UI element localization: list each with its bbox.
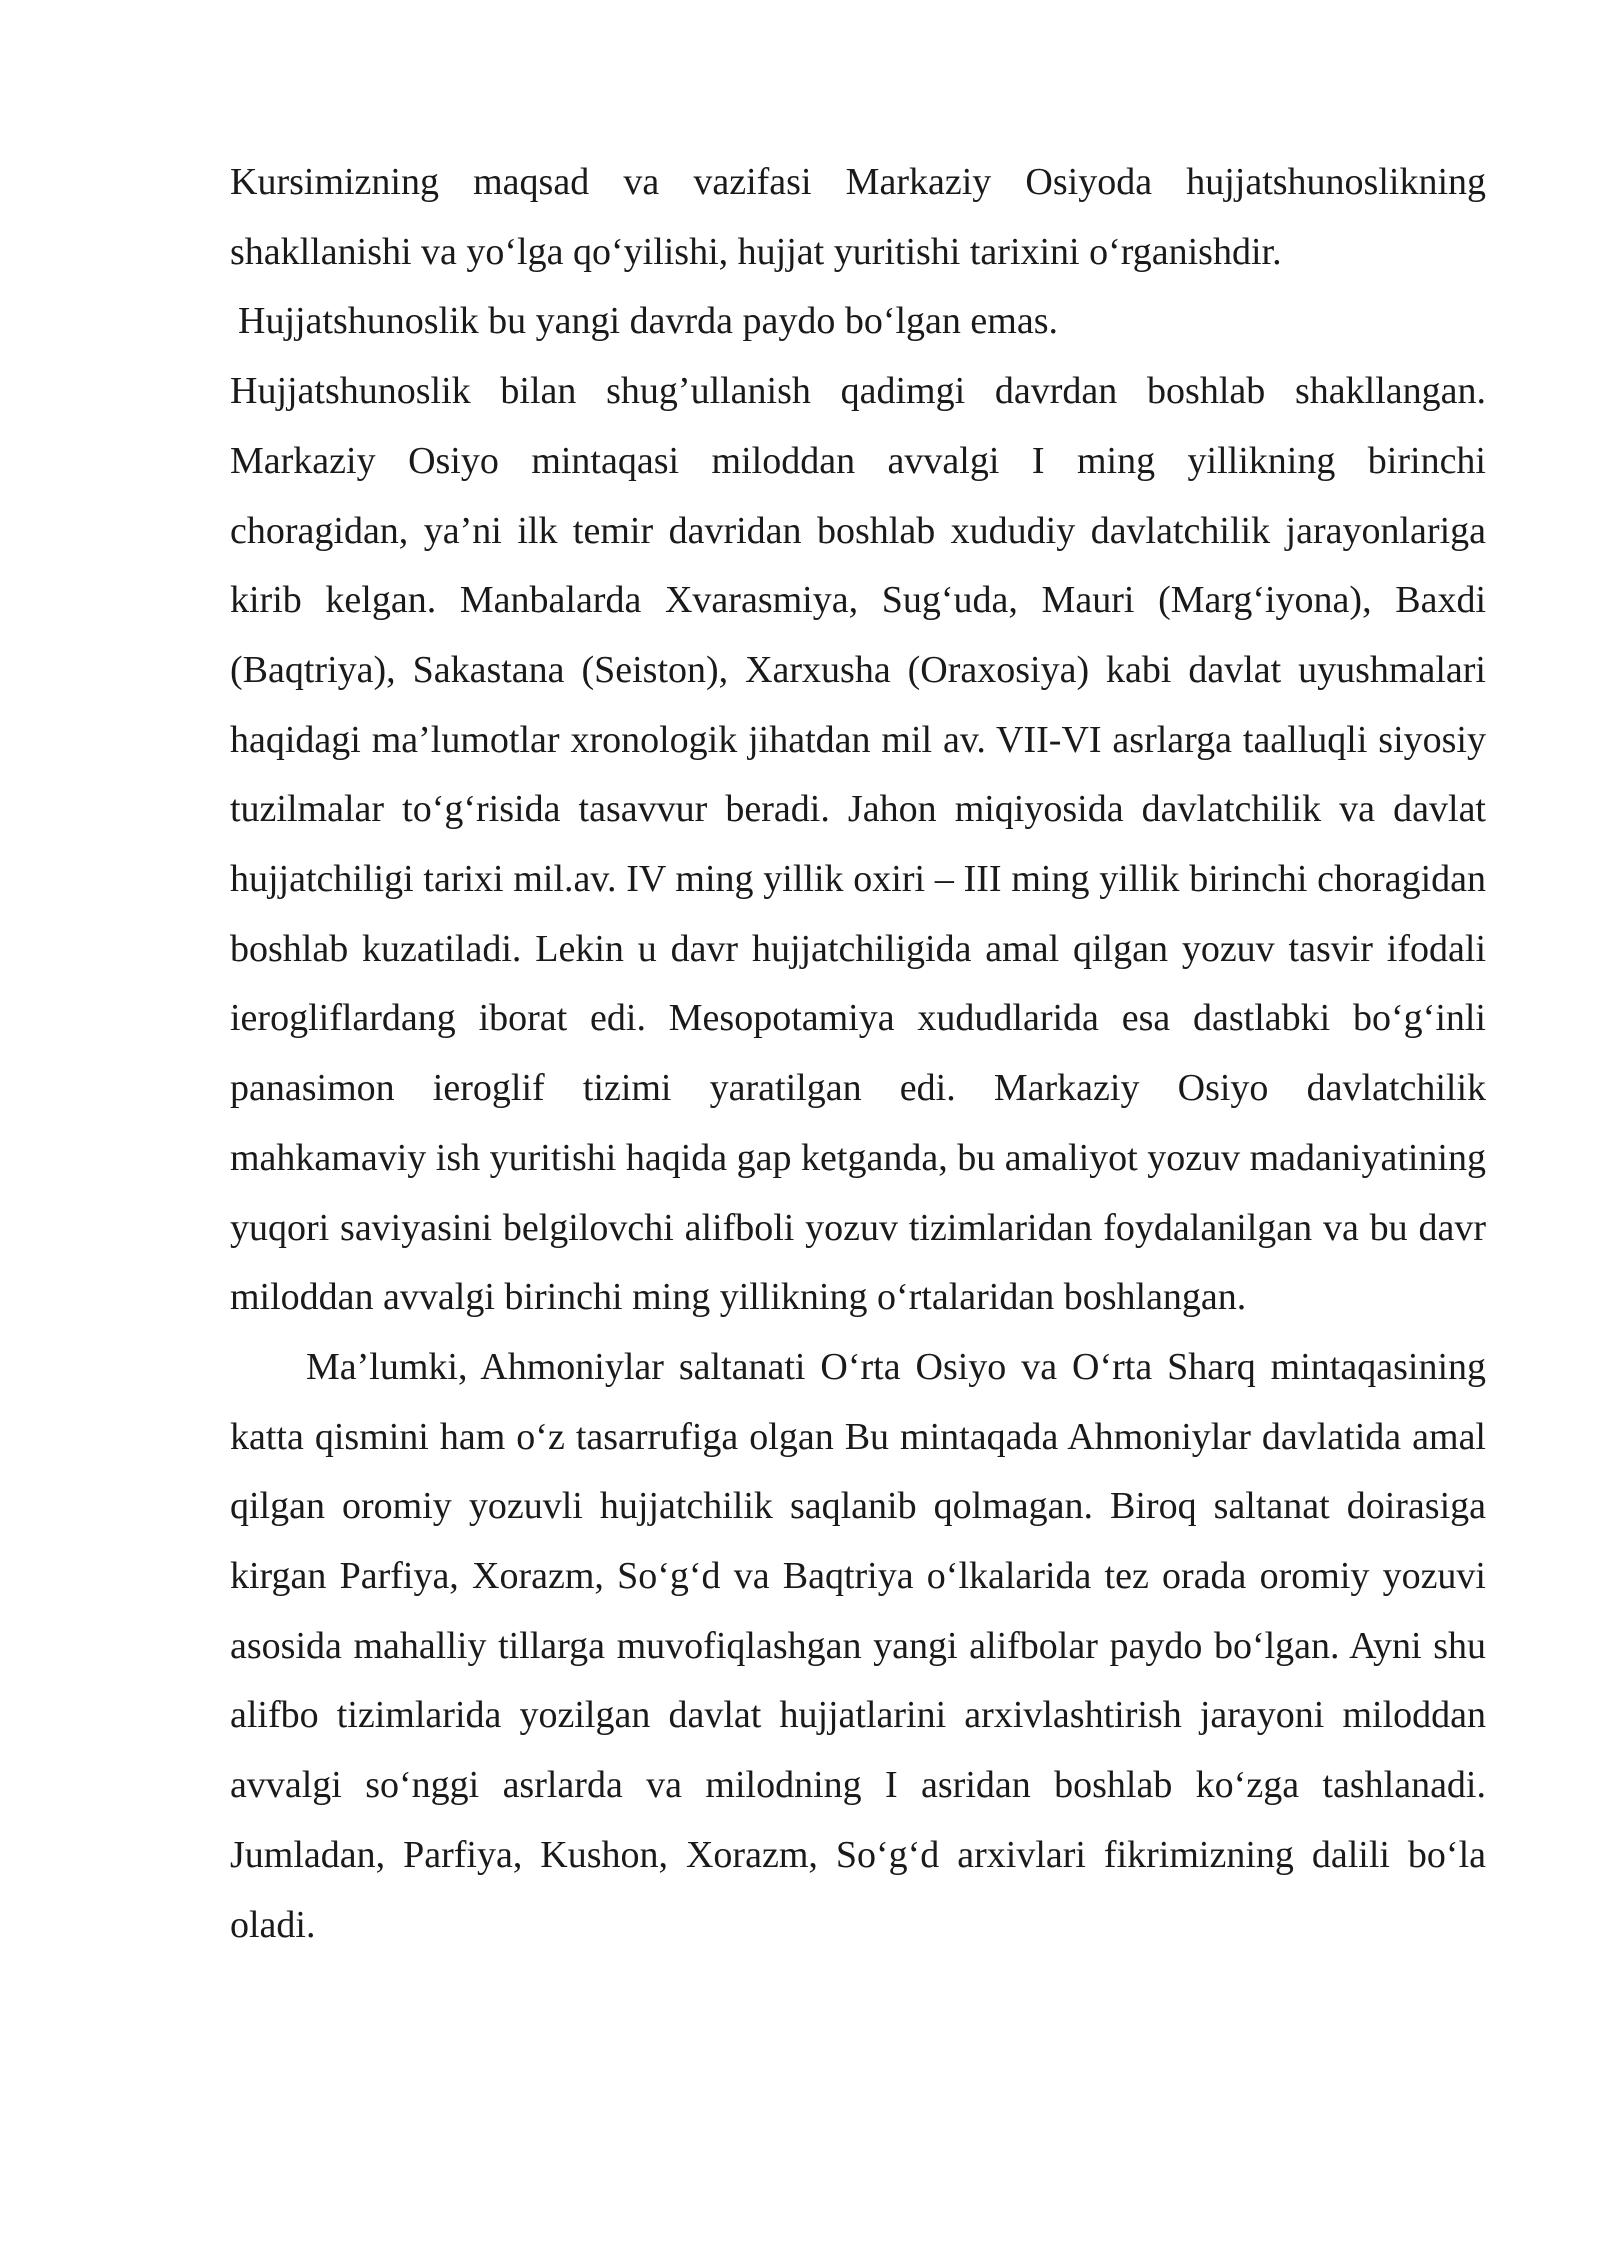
paragraph-achaemenids: Ma’lumki, Ahmoniylar saltanati O‘rta Osiyo va O‘rta Sharq mintaqasining katta qismini ham o‘z tasarrufiga olgan Bu mintaqada Ahmoniylar davlatida amal qilgan oromiy yozuvli hujjatchilik saqlanib qolmagan. Biroq saltanat doirasiga kirgan Parfiya, Xorazm, So‘g‘d va Baqtriya o‘lkalarida tez orada oromiy yozuvi asosida mahalliy tillarga muvofiqlashgan yangi alifbolar paydo bo‘lgan. Ayni shu alifbo tizimlarida yozilgan davlat hujjatlarini arxivlashtirish jarayoni miloddan avvalgi so‘nggi asrlarda va milodning I asridan boshlab ko‘zga tashlanadi. Jumladan, Parfiya, Kushon, Xorazm, So‘g‘d arxivlari fikrimizning dalili bo‘la oladi. [230,1345,1486,1946]
document-body [230,148,1486,1960]
paragraph-course-purpose: Kursimizning maqsad va vazifasi Markaziy Osiyoda hujjatshunoslikning shakllanishi va yo‘lga qo‘yilishi, hujjat yuritishi tarixini o‘rganishdir. [230,161,1486,273]
paragraph-ancient-history: Hujjatshunoslik bilan shug’ullanish qadimgi davrdan boshlab shakllangan. Markaziy Osiyo mintaqasi miloddan avvalgi I ming yillikning birinchi choragidan, ya’ni ilk temir davridan boshlab xududiy davlatchilik jarayonlariga kirib kelgan. Manbalarda Xvarasmiya, Sug‘uda, Mauri (Marg‘iyona), Baxdi (Baqtriya), Sakastana (Seiston), Xarxusha (Oraxosiya) kabi davlat uyushmalari haqidagi ma’lumotlar xronologik jihatdan mil av. VII-VI asrlarga taalluqli siyosiy tuzilmalar to‘g‘risida tasavvur beradi. Jahon miqiyosida davlatchilik va davlat hujjatchiligi tarixi mil.av. IV ming yillik oxiri – III ming yillik birinchi choragidan boshlab kuzatiladi. Lekin u davr hujjatchiligida amal qilgan yozuv tasvir ifodali ierogliflardang iborat edi. Mesopotamiya xududlarida esa dastlabki bo‘g‘inli panasimon ieroglif tizimi yaratilgan edi. Markaziy Osiyo davlatchilik mahkamaviy ish yuritishi haqida gap ketganda, bu amaliyot yozuv madaniyatining yuqori saviyasini belgilovchi alifboli yozuv tizimlaridan foydalanilgan va bu davr miloddan avvalgi birinchi ming yillikning o‘rtalaridan boshlangan. [230,370,1486,1319]
paragraph-not-new: Hujjatshunoslik bu yangi davrda paydo bo‘lgan emas. [238,300,1059,343]
